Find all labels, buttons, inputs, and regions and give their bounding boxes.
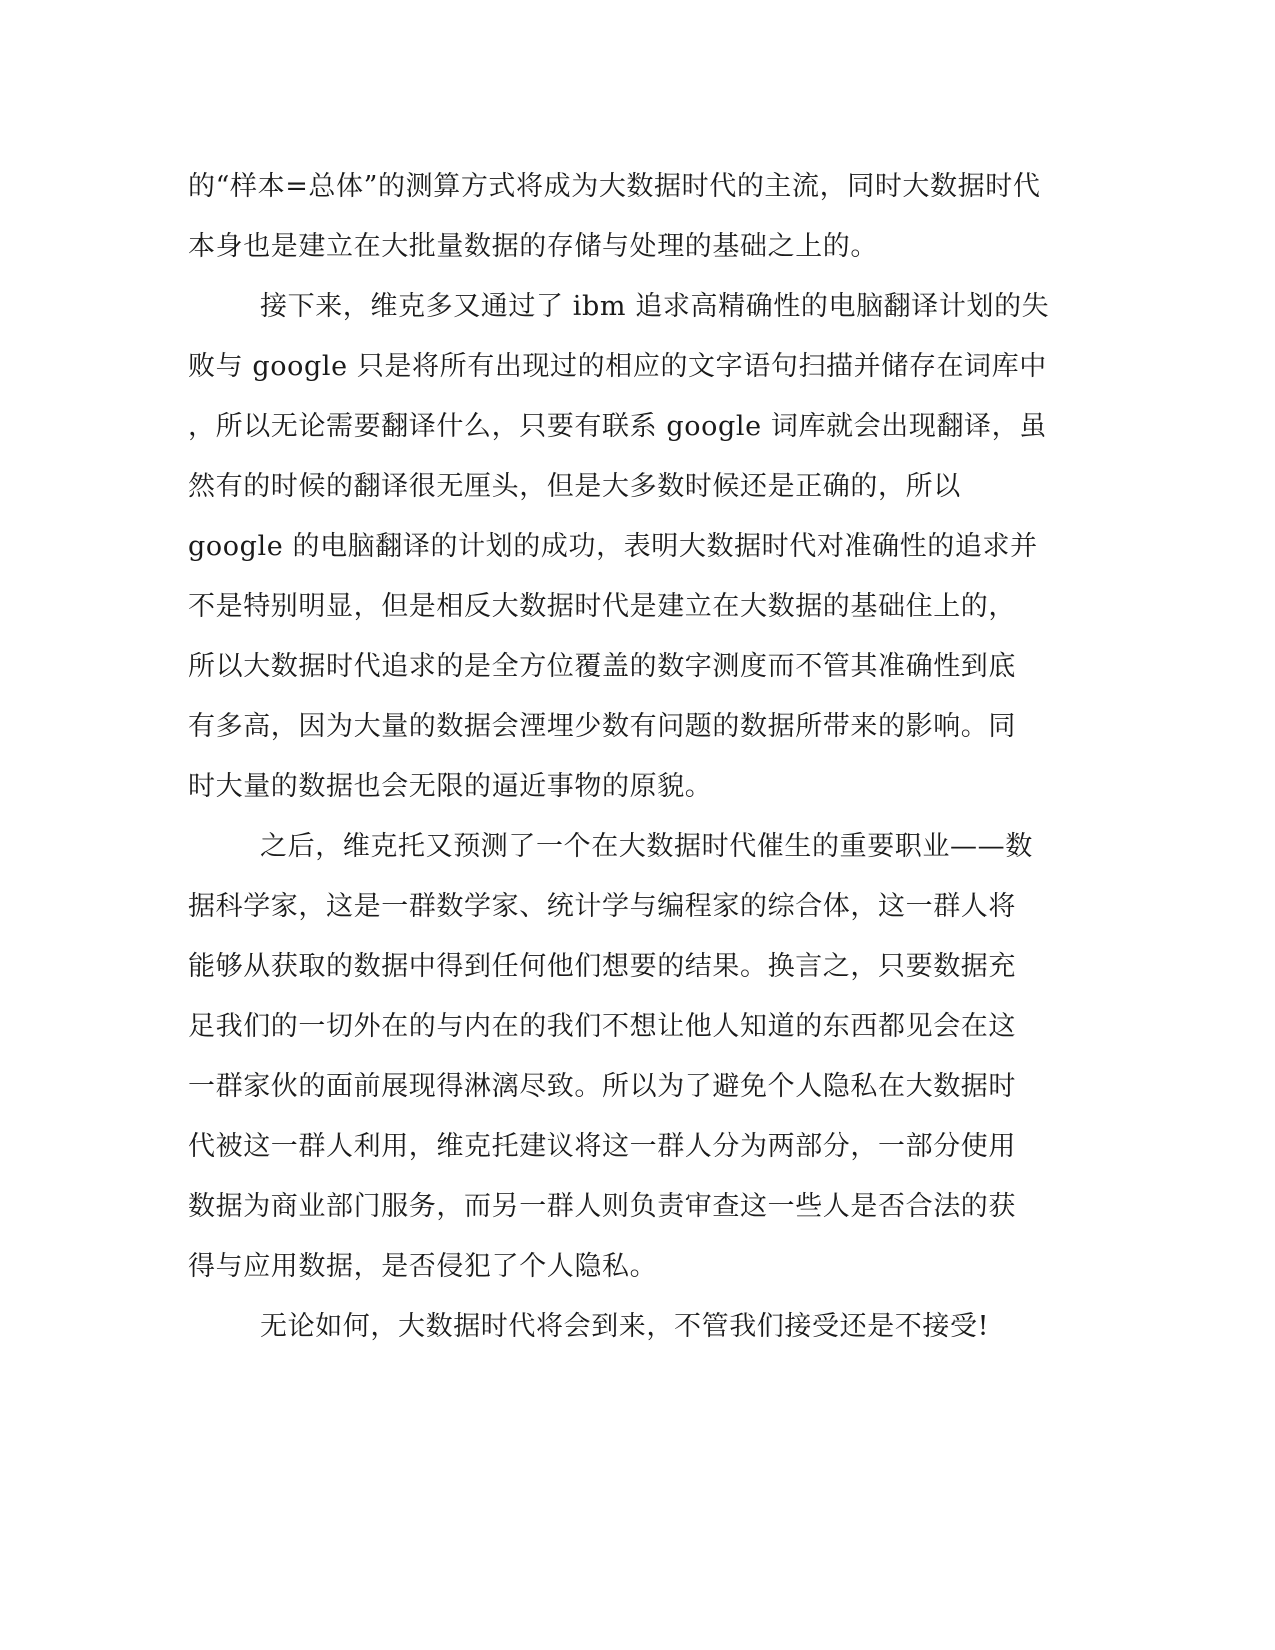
text-line: 据科学家，这是一群数学家、统计学与编程家的综合体，这一群人将 bbox=[188, 891, 1016, 922]
text-line: ，所以无论需要翻译什么，只要有联系 google 词库就会出现翻译，虽 bbox=[188, 411, 1047, 442]
text-line: 然有的时候的翻译很无厘头，但是大多数时候还是正确的，所以 bbox=[188, 471, 961, 502]
text-line: 代被这一群人利用，维克托建议将这一群人分为两部分，一部分使用 bbox=[188, 1131, 1016, 1162]
text-line: 足我们的一切外在的与内在的我们不想让他人知道的东西都见会在这 bbox=[188, 1011, 1016, 1042]
text-line: 所以大数据时代追求的是全方位覆盖的数字测度而不管其准确性到底 bbox=[188, 651, 1016, 682]
text-line: 败与 google 只是将所有出现过的相应的文字语句扫描并储存在词库中 bbox=[188, 351, 1047, 382]
text-line: 一群家伙的面前展现得淋漓尽致。所以为了避免个人隐私在大数据时 bbox=[188, 1071, 1016, 1102]
text-line: 数据为商业部门服务，而另一群人则负责审查这一些人是否合法的获 bbox=[188, 1191, 1016, 1222]
paragraph-start-line: 无论如何，大数据时代将会到来，不管我们接受还是不接受! bbox=[260, 1311, 990, 1342]
text-line: 的“样本=总体”的测算方式将成为大数据时代的主流，同时大数据时代 bbox=[188, 171, 1041, 202]
text-line: google 的电脑翻译的计划的成功，表明大数据时代对准确性的追求并 bbox=[188, 531, 1038, 562]
text-line: 不是特别明显，但是相反大数据时代是建立在大数据的基础住上的， bbox=[188, 591, 1016, 622]
text-line: 时大量的数据也会无限的逼近事物的原貌。 bbox=[188, 771, 713, 802]
text-line: 得与应用数据，是否侵犯了个人隐私。 bbox=[188, 1251, 658, 1282]
text-line: 有多高，因为大量的数据会湮埋少数有问题的数据所带来的影响。同 bbox=[188, 711, 1016, 742]
document-body bbox=[188, 157, 1068, 1357]
text-line: 本身也是建立在大批量数据的存储与处理的基础之上的。 bbox=[188, 231, 878, 262]
paragraph-start-line: 之后，维克托又预测了一个在大数据时代催生的重要职业——数 bbox=[260, 831, 1033, 862]
paragraph-start-line: 接下来，维克多又通过了 ibm 追求高精确性的电脑翻译计划的失 bbox=[260, 291, 1050, 322]
text-line: 能够从获取的数据中得到任何他们想要的结果。换言之，只要数据充 bbox=[188, 951, 1016, 982]
